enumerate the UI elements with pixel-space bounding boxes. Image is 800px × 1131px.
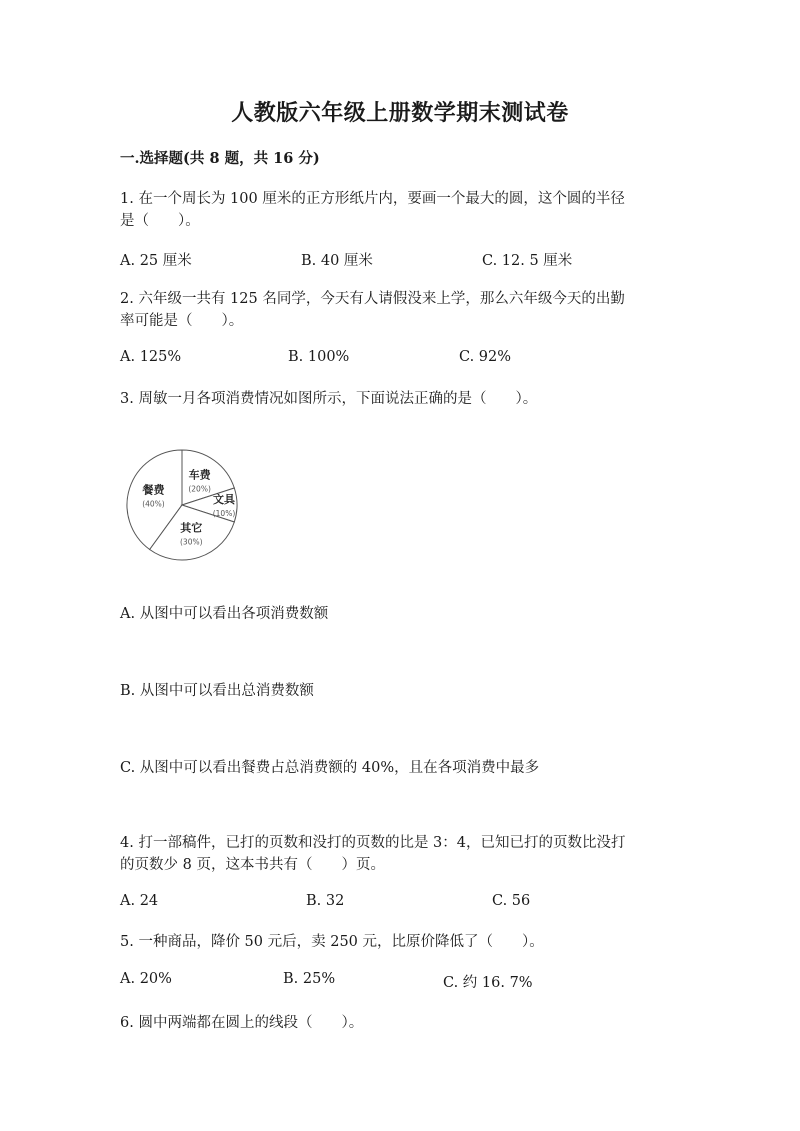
pie-svg	[118, 448, 246, 566]
question-6-stem-line1: 6. 圆中两端都在圆上的线段（ ）。	[120, 1015, 364, 1031]
question-3-option-c: C. 从图中可以看出餐费占总消费额的 40%，且在各项消费中最多	[120, 760, 540, 776]
pie-slice-percent-4: (30%)	[180, 537, 203, 547]
question-2-option-c: C. 92%	[459, 349, 512, 365]
question-5-option-c: C. 约 16. 7%	[443, 975, 533, 991]
question-1-option-c: C. 12. 5 厘米	[482, 253, 573, 269]
question-2-stem-line1: 2. 六年级一共有 125 名同学，今天有人请假没来上学，那么六年级今天的出勤	[120, 291, 625, 307]
pie-slice-percent-3: (10%)	[212, 509, 236, 518]
consumption-pie-chart	[118, 448, 246, 566]
pie-slice-name-1: 餐费	[142, 483, 165, 497]
question-4-option-a: A. 24	[120, 893, 159, 909]
question-3-option-b: B. 从图中可以看出总消费数额	[120, 683, 314, 699]
section-heading: 一.选择题(共 8 题，共 16 分)	[120, 150, 320, 167]
question-2-option-b: B. 100%	[288, 349, 350, 365]
page-title: 人教版六年级上册数学期末测试卷	[231, 100, 569, 126]
question-5-stem-line1: 5. 一种商品，降价 50 元后，卖 250 元，比原价降低了（ ）。	[120, 934, 544, 950]
question-2-stem-line2: 率可能是（ ）。	[120, 313, 244, 329]
question-3-stem-line1: 3. 周敏一月各项消费情况如图所示，下面说法正确的是（ ）。	[120, 391, 538, 407]
pie-slice-name-3: 文具	[213, 493, 235, 506]
pie-slice-name-4: 其它	[180, 521, 203, 535]
question-1-option-a: A. 25 厘米	[120, 253, 192, 269]
question-5-option-b: B. 25%	[283, 971, 336, 987]
question-4-option-c: C. 56	[492, 893, 531, 909]
pie-slice-name-2: 车费	[188, 468, 211, 482]
question-4-stem-line2: 的页数少 8 页，这本书共有（ ）页。	[120, 857, 385, 873]
question-4-option-b: B. 32	[306, 893, 345, 909]
question-1-option-b: B. 40 厘米	[301, 253, 373, 269]
question-3-option-a: A. 从图中可以看出各项消费数额	[120, 606, 329, 622]
question-5-option-a: A. 20%	[120, 971, 172, 987]
question-4-stem-line1: 4. 打一部稿件，已打的页数和没打的页数的比是 3：4，已知已打的页数比没打	[120, 835, 626, 851]
pie-slice-percent-1: (40%)	[142, 499, 165, 509]
pie-slice-percent-2: (20%)	[188, 484, 211, 494]
question-1-stem-line2: 是（ ）。	[120, 213, 200, 229]
question-2-option-a: A. 125%	[120, 349, 182, 365]
question-1-stem-line1: 1. 在一个周长为 100 厘米的正方形纸片内，要画一个最大的圆，这个圆的半径	[120, 191, 625, 207]
